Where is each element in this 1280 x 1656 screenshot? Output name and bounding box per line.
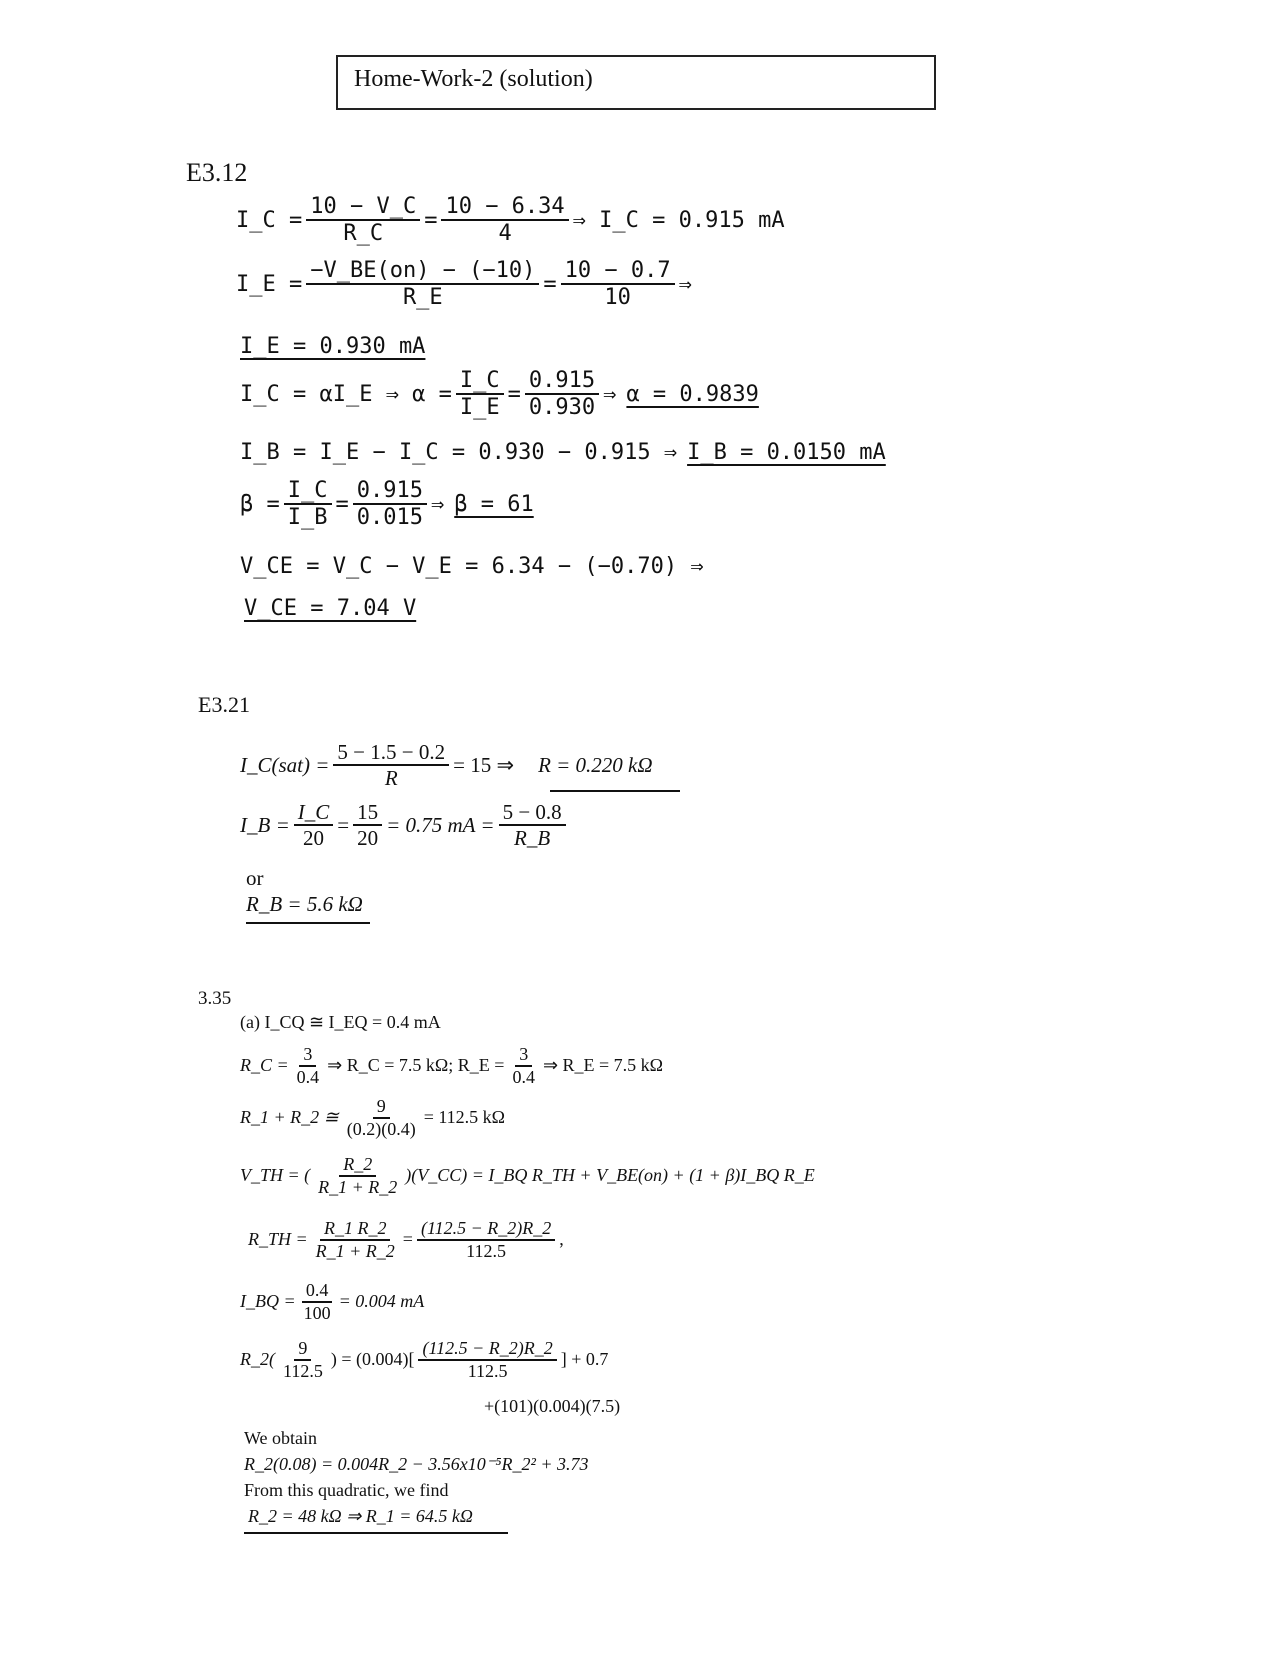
eq-den: 4 (498, 221, 512, 247)
result-underline (550, 790, 680, 792)
eq-num: 10 − 0.7 (561, 258, 675, 285)
eq-den: R_1 + R_2 (315, 1240, 395, 1261)
eq-3-35-line-4 (240, 1154, 815, 1197)
eq-rhs: ⇒ (603, 381, 617, 407)
eq-lhs: I_C = (236, 207, 303, 233)
eq-num: I_C (284, 478, 332, 505)
eq-3-35-line-11: From this quadratic, we find (244, 1480, 449, 1500)
eq-e3-21-line-2 (240, 800, 570, 850)
eq-num: 0.915 (353, 478, 427, 505)
eq-den: 0.015 (356, 505, 423, 531)
eq-num: 10 − V_C (306, 194, 420, 221)
section-label-3-35: 3.35 (198, 988, 232, 1009)
eq-num: 0.4 (302, 1280, 333, 1303)
eq-den: 112.5 (466, 1240, 507, 1261)
eq-3-35-line-2 (240, 1044, 663, 1087)
eq-den: R_B (514, 826, 551, 851)
eq-rhs: , (559, 1229, 564, 1250)
eq-mid: = (424, 207, 438, 233)
eq-e3-21-line-3: or (246, 866, 264, 890)
eq-num: R_1 R_2 (320, 1218, 391, 1241)
eq-den: 20 (303, 826, 324, 851)
result-underline (244, 1532, 508, 1534)
eq-lhs: R_C = (240, 1055, 289, 1076)
eq-rhs: ] + 0.7 (560, 1349, 609, 1370)
eq-e3-12-line-1 (236, 194, 785, 247)
eq-num: 9 (373, 1096, 390, 1119)
eq-num: 10 − 6.34 (441, 194, 568, 221)
eq-rhs: = 0.004 mA (338, 1291, 425, 1312)
eq-result: β = 61 (454, 491, 534, 517)
eq-result: α = 0.9839 (626, 381, 759, 407)
eq-3-35-line-12: R_2 = 48 kΩ ⇒ R_1 = 64.5 kΩ (248, 1506, 473, 1526)
eq-e3-12-line-4 (240, 368, 759, 421)
eq-num: 3 (299, 1044, 316, 1067)
eq-num: R_2 (339, 1154, 376, 1177)
eq-den: 0.930 (528, 395, 596, 421)
eq-lhs: R_TH = (248, 1229, 308, 1250)
eq-mid: = 0.75 mA = (386, 812, 495, 837)
eq-3-35-line-1: (a) I_CQ ≅ I_EQ = 0.4 mA (240, 1012, 441, 1032)
eq-rhs: ⇒ (430, 491, 445, 517)
eq-e3-21-line-4: R_B = 5.6 kΩ (246, 892, 363, 916)
eq-e3-12-line-5 (240, 440, 886, 465)
eq-num: 15 (353, 800, 382, 826)
eq-result: R = 0.220 kΩ (538, 752, 653, 777)
eq-num: I_C (456, 368, 504, 395)
title-box (336, 55, 936, 110)
eq-den: 112.5 (467, 1360, 508, 1381)
eq-den: I_E (459, 395, 500, 421)
eq-den: R_E (402, 285, 443, 311)
eq-e3-12-line-3: I_E = 0.930 mA (240, 334, 426, 359)
eq-rhs: ⇒ R_E = 7.5 kΩ (542, 1055, 664, 1076)
eq-3-35-line-9: We obtain (244, 1428, 318, 1448)
eq-mid: = (543, 271, 557, 297)
section-label-e3-12: E3.12 (186, 158, 248, 187)
eq-3-35-line-7 (240, 1338, 608, 1381)
eq-e3-21-line-1 (240, 740, 653, 790)
eq-num: 5 − 0.8 (499, 800, 566, 826)
eq-lhs: I_C = αI_E ⇒ α = (240, 381, 452, 407)
eq-num: I_C (294, 800, 334, 826)
eq-den: 0.4 (296, 1066, 320, 1087)
eq-den: 10 (604, 285, 631, 311)
eq-den: R_1 + R_2 (318, 1176, 398, 1197)
eq-lhs: R_2( (240, 1349, 275, 1370)
eq-3-35-line-5 (248, 1218, 564, 1261)
eq-den: 20 (357, 826, 379, 851)
eq-result: I_B = 0.0150 mA (687, 440, 886, 465)
section-label-e3-21: E3.21 (198, 692, 250, 717)
eq-den: (0.2)(0.4) (346, 1118, 416, 1139)
eq-mid: = (402, 1229, 413, 1250)
page-title: Home-Work-2 (solution) (354, 66, 593, 92)
result-underline (246, 922, 370, 924)
eq-den: R (384, 766, 398, 791)
eq-e3-12-line-6 (240, 478, 534, 531)
eq-e3-12-line-8: V_CE = 7.04 V (244, 596, 417, 621)
eq-lhs: β = (240, 491, 280, 517)
eq-num: (112.5 − R_2)R_2 (418, 1338, 556, 1361)
eq-mid: = (335, 491, 349, 517)
eq-rhs: )(V_CC) = I_BQ R_TH + V_BE(on) + (1 + β)I_BQ R_E (405, 1165, 815, 1186)
eq-e3-12-line-2 (236, 258, 692, 311)
eq-lhs: I_E = (236, 271, 303, 297)
eq-rhs: = 112.5 kΩ (423, 1107, 506, 1128)
eq-rhs: ⇒ I_C = 0.915 mA (572, 207, 785, 233)
eq-mid: ) = (0.004)[ (330, 1349, 415, 1370)
eq-rhs: ⇒ (678, 271, 692, 297)
eq-3-35-line-8: +(101)(0.004)(7.5) (484, 1396, 621, 1416)
eq-num: 9 (294, 1338, 311, 1361)
eq-mid: = (337, 812, 350, 837)
eq-mid: ⇒ R_C = 7.5 kΩ; R_E = (327, 1055, 505, 1076)
eq-den: 0.4 (512, 1066, 535, 1087)
eq-den: I_B (287, 505, 328, 531)
eq-3-35-line-10: R_2(0.08) = 0.004R_2 − 3.56x10⁻⁵R_2² + 3.73 (244, 1454, 589, 1474)
eq-num: (112.5 − R_2)R_2 (417, 1218, 555, 1241)
eq-den: 100 (303, 1302, 331, 1323)
eq-num: 5 − 1.5 − 0.2 (333, 740, 449, 766)
eq-e3-12-line-7: V_CE = V_C − V_E = 6.34 − (−0.70) ⇒ (240, 554, 704, 579)
eq-num: 0.915 (525, 368, 599, 395)
eq-3-35-line-3 (240, 1096, 505, 1139)
eq-num: 3 (515, 1044, 532, 1067)
eq-rhs: = 15 ⇒ (453, 752, 515, 777)
eq-num: −V_BE(on) − (−10) (306, 258, 539, 285)
eq-lhs: I_BQ = (240, 1291, 296, 1312)
eq-lhs: R_1 + R_2 ≅ (240, 1107, 339, 1128)
eq-lhs: V_TH = ( (240, 1165, 311, 1186)
eq-text: I_B = I_E − I_C = 0.930 − 0.915 ⇒ (240, 440, 678, 465)
eq-3-35-line-6 (240, 1280, 424, 1323)
eq-lhs: I_B = (240, 812, 290, 837)
eq-den: 112.5 (283, 1360, 323, 1381)
eq-lhs: I_C(sat) = (240, 752, 330, 777)
eq-mid: = (507, 381, 521, 407)
eq-den: R_C (343, 221, 384, 247)
